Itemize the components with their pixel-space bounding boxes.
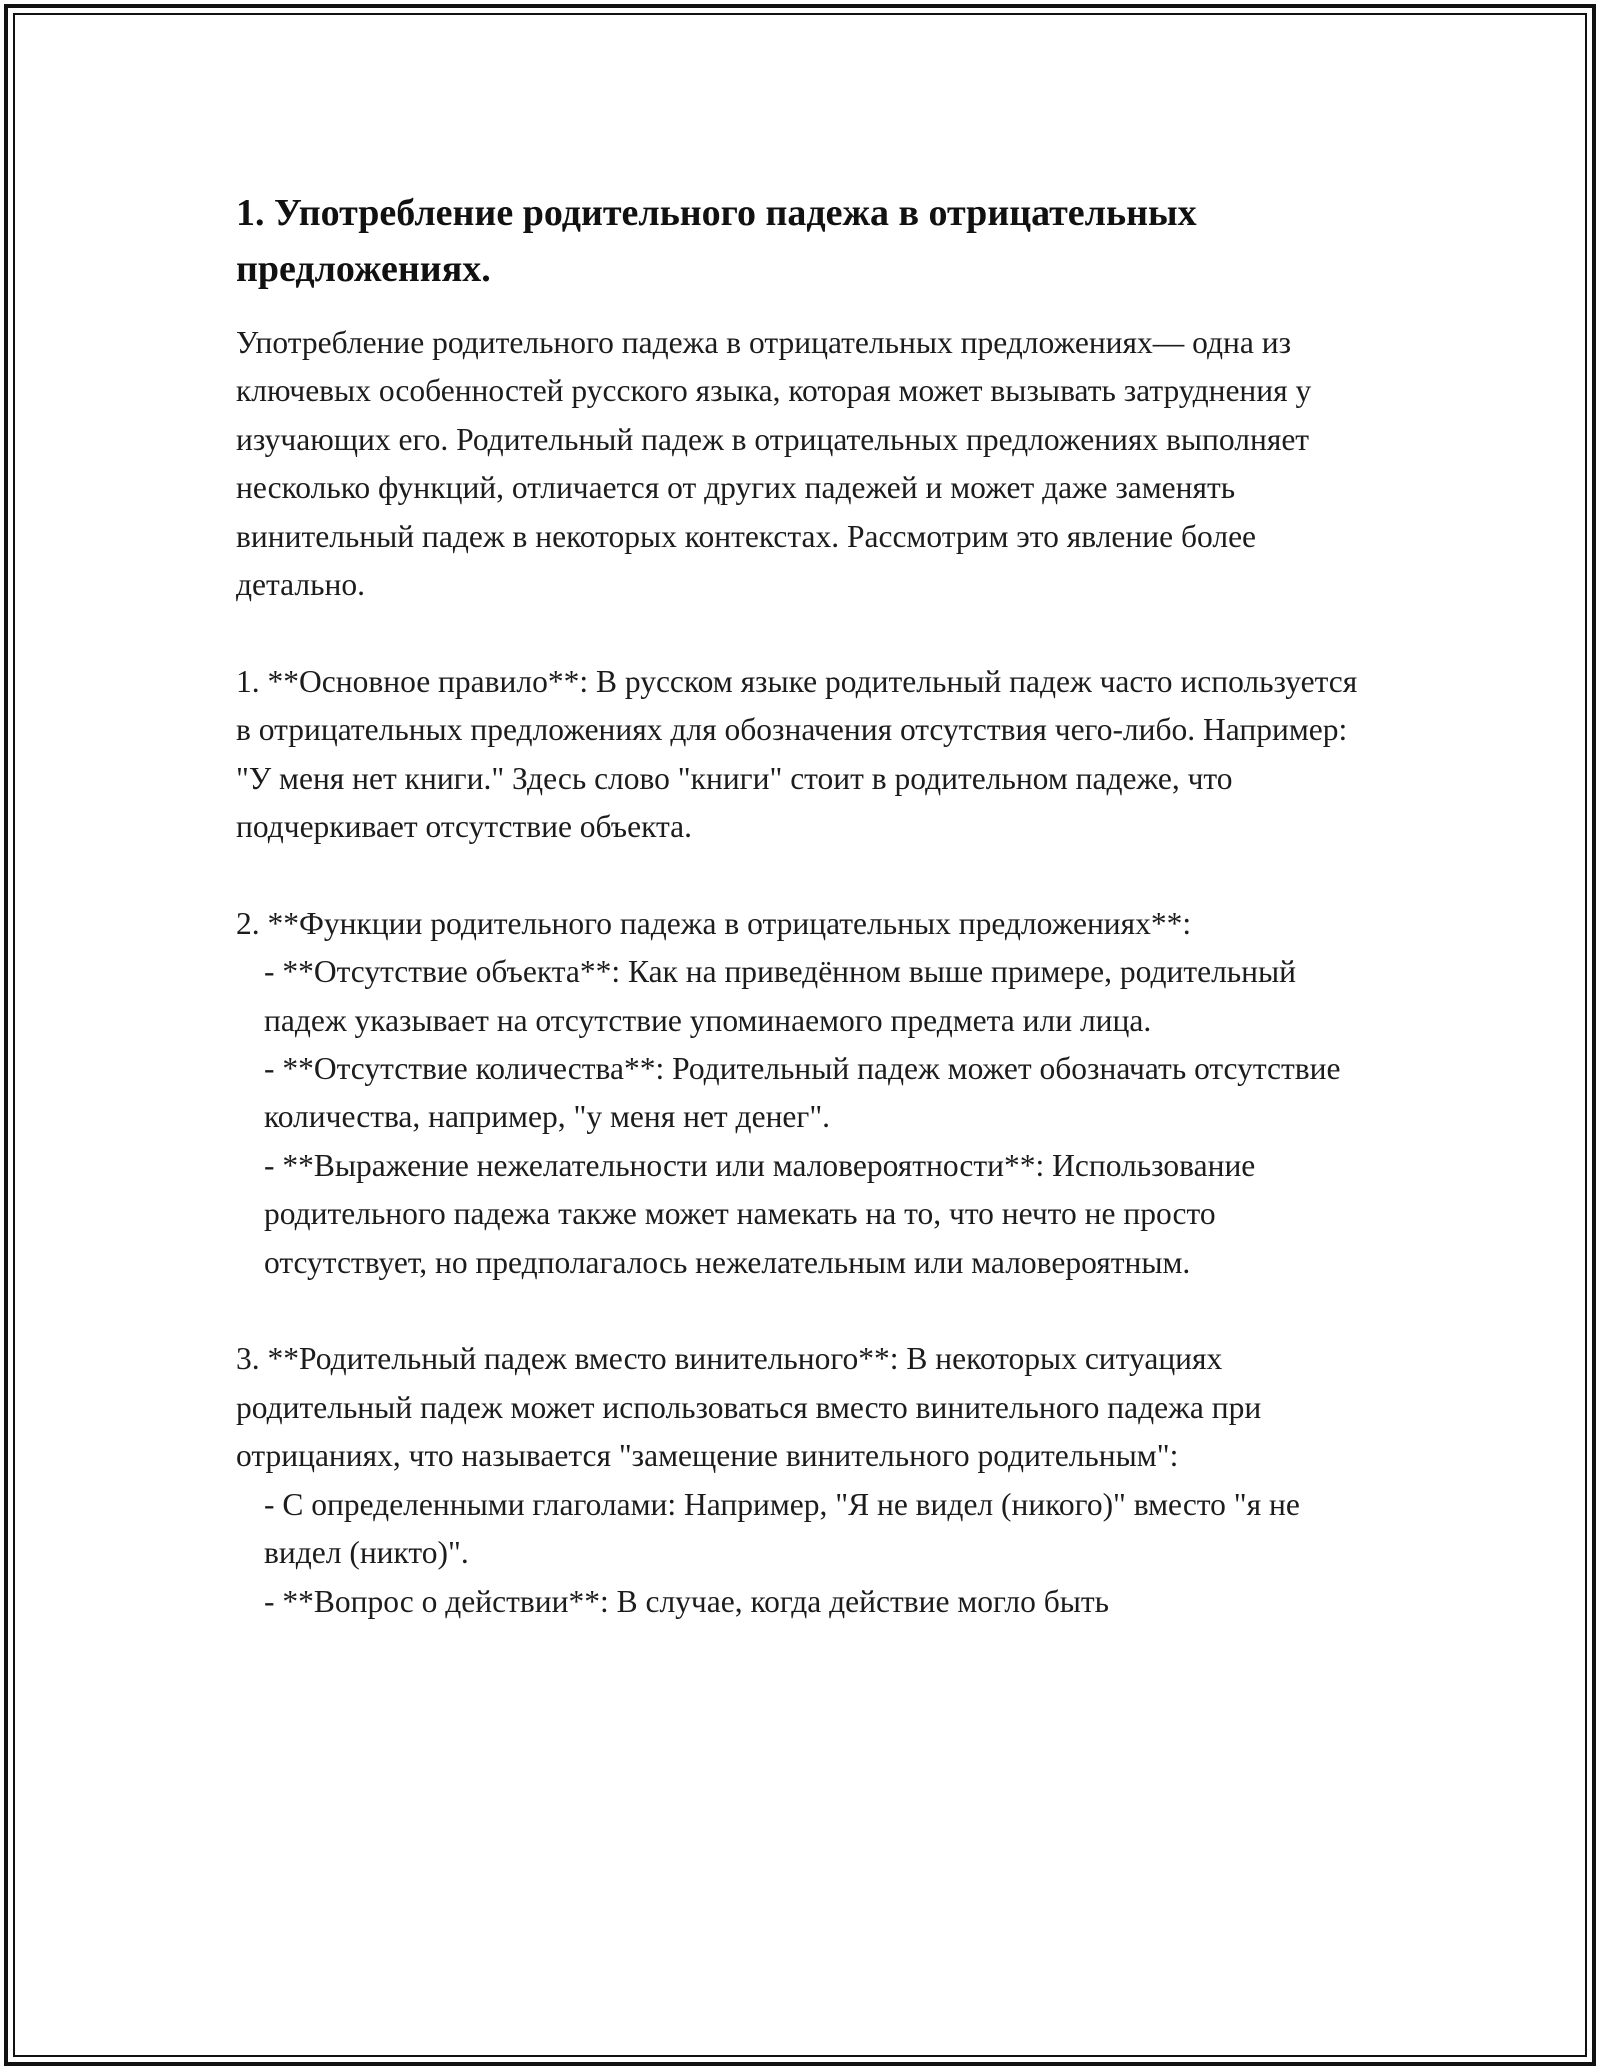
paragraph-gap (236, 1287, 1366, 1335)
section-2-item: - **Отсутствие количества**: Родительный падеж может обозначать отсутствие количества, например, "у меня нет денег". (264, 1051, 1341, 1135)
section-2-item: - **Отсутствие объекта**: Как на приведённом выше примере, родительный падеж указывает на отсутствие упоминаемого предмета или лица. (264, 954, 1297, 1038)
section-2-item: - **Выражение нежелательности или маловероятности**: Использование родительного падежа также может намекать на то, что нечто не просто отсутствует, но предполагалось нежелательным или маловероятным. (264, 1147, 1256, 1280)
section-3 (236, 1335, 1366, 1625)
section-1-paragraph: 1. **Основное правило**: В русском языке родительный падеж часто используется в отрицательных предложениях для обозначения отсутствия чего-либо. Например: "У меня нет книги." Здесь слово "книги" стоит в родительном падеже, что подчеркивает отсутствие объекта. (236, 663, 1358, 845)
section-3-title: 3. **Родительный падеж вместо винительного**: В некоторых ситуациях родительный падеж может использоваться вместо винительного падежа при отрицаниях, что называется "замещение винительного родительным": (236, 1341, 1262, 1474)
paragraph-gap (236, 609, 1366, 657)
section-3-item: - С определенными глаголами: Например, "Я не видел (никого)" вместо "я не видел (никто)". (264, 1486, 1300, 1571)
section-2-title: 2. **Функции родительного падежа в отрицательных предложениях**: (236, 905, 1192, 941)
section-2 (236, 900, 1366, 1287)
paragraph-gap (236, 851, 1366, 899)
intro-paragraph: Употребление родительного падежа в отрицательных предложениях— одна из ключевых особенностей русского языка, которая может вызывать затруднения у изучающих его. Родительный падеж в отрицательных предложениях выполняет несколько функций, отличается от других падежей и может даже заменять винительный падеж в некоторых контекстах. Рассмотрим это явление более детально. (236, 325, 1312, 603)
section-3-item: - **Вопрос о действии**: В случае, когда действие могло быть (264, 1583, 1110, 1619)
document-heading: 1. Употребление родительного падежа в отрицательных предложениях. (236, 192, 1197, 290)
document-body (236, 185, 1366, 1626)
